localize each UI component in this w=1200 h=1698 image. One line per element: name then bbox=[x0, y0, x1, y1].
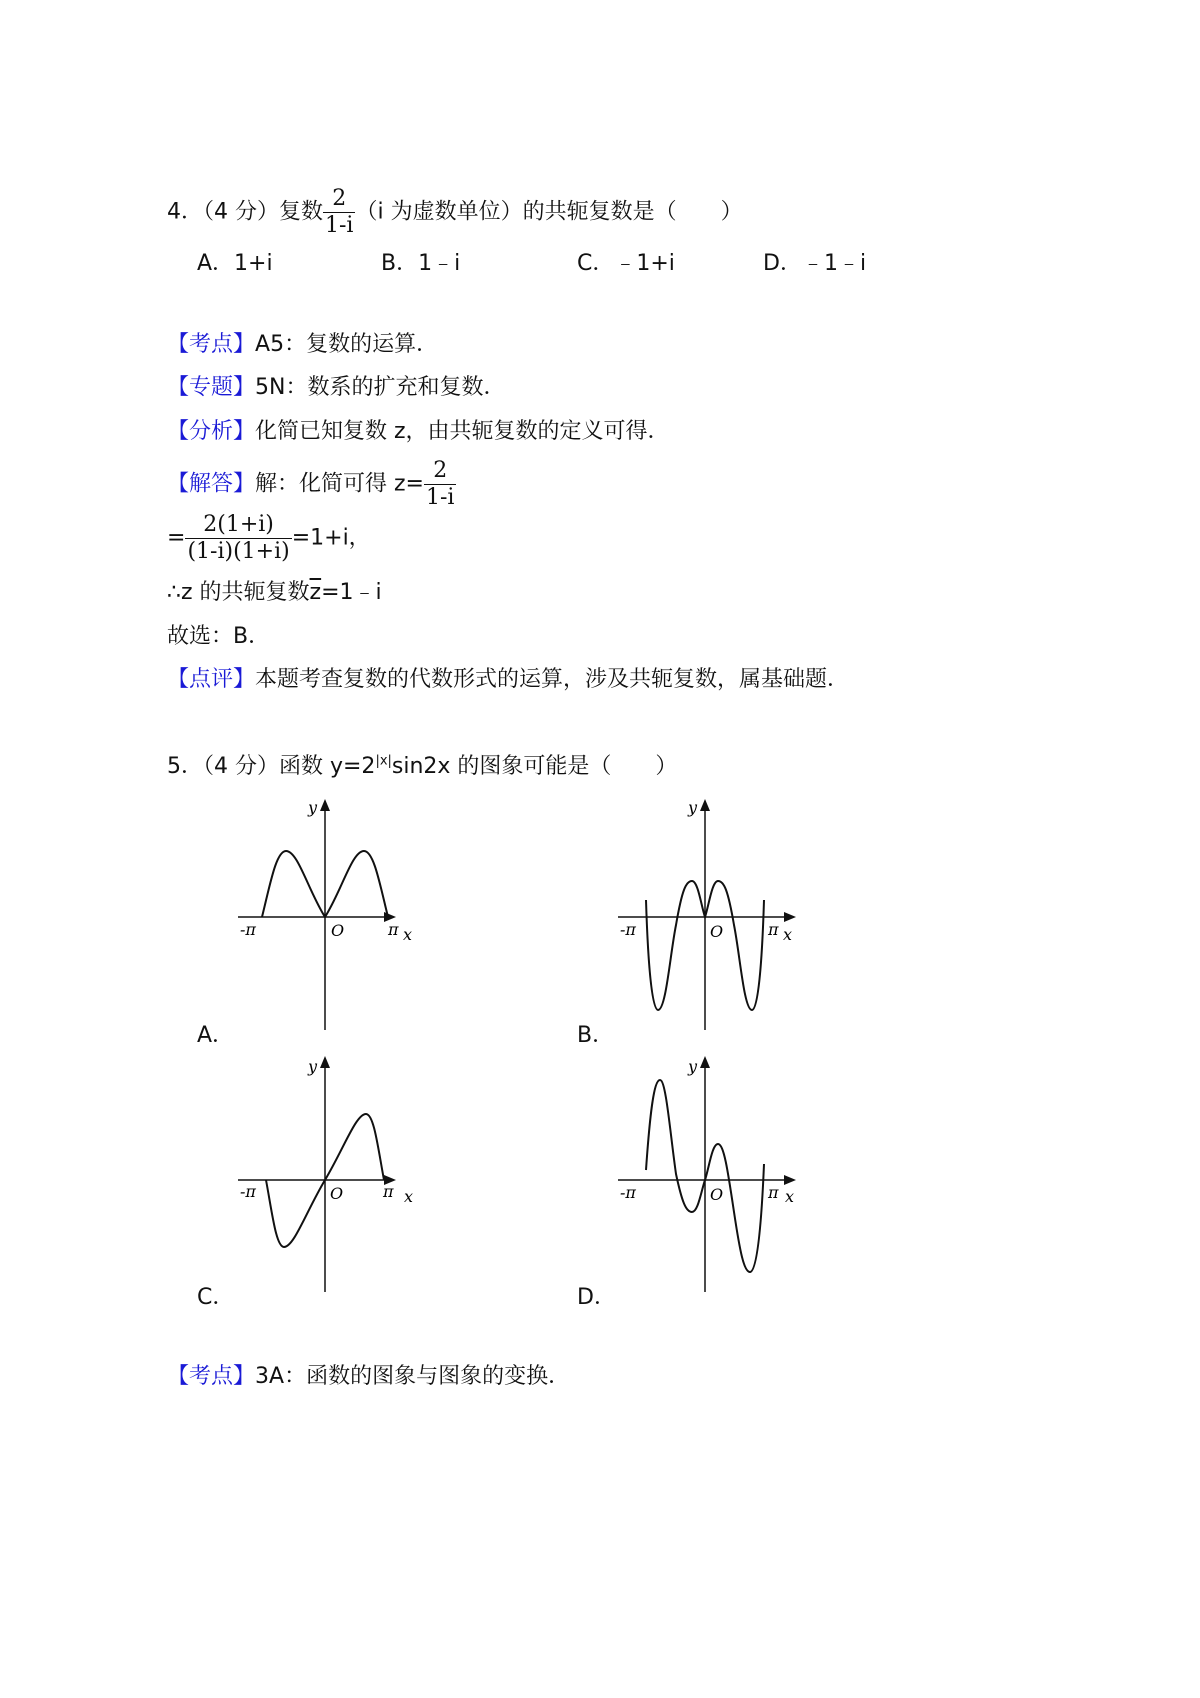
q5-kaodian-text: 3A：函数的图象与图象的变换． bbox=[255, 1364, 571, 1389]
dianping-tag: 【点评】 bbox=[167, 667, 256, 692]
q4-step2 bbox=[167, 512, 371, 565]
jieda-prefix: 解：化简可得 z= bbox=[255, 471, 424, 497]
fenxi-tag: 【分析】 bbox=[167, 419, 256, 444]
graph-d-pi: π bbox=[768, 1183, 779, 1202]
graph-b-x-label: x bbox=[783, 925, 793, 944]
graph-a-neg-pi: -π bbox=[240, 920, 256, 939]
jieda-fraction bbox=[424, 458, 456, 511]
graph-c-x-label: x bbox=[404, 1187, 414, 1206]
graph-d-x-arrow bbox=[784, 1175, 796, 1185]
q4-jieda bbox=[167, 458, 456, 511]
step2-den: (1-i)(1+i) bbox=[187, 539, 290, 564]
q4-frac-num: 2 bbox=[332, 186, 347, 211]
q4-step3 bbox=[167, 578, 382, 608]
graph-a-x-label: x bbox=[403, 925, 413, 944]
graph-a bbox=[228, 795, 418, 1035]
q4-kaodian bbox=[167, 330, 438, 360]
q5-stem bbox=[167, 752, 677, 782]
graph-c bbox=[228, 1052, 418, 1297]
graph-b-y-label: y bbox=[688, 798, 698, 817]
graph-b-pi: π bbox=[768, 920, 779, 939]
q5-option-d: D． bbox=[577, 1285, 616, 1310]
graph-a-y-arrow bbox=[320, 799, 330, 811]
q5-kaodian bbox=[167, 1362, 570, 1392]
q5-option-b: B． bbox=[577, 1023, 615, 1048]
q5-kaodian-tag: 【考点】 bbox=[167, 1364, 256, 1389]
graph-b-x-arrow bbox=[784, 912, 796, 922]
graph-a-pi: π bbox=[388, 920, 399, 939]
q4-option-d: D．﹣1﹣i bbox=[763, 251, 867, 276]
graph-d-y-arrow bbox=[700, 1056, 710, 1068]
jieda-tag: 【解答】 bbox=[167, 471, 256, 497]
graph-a-origin: O bbox=[331, 921, 345, 940]
q5-suffix: sin2x 的图象可能是（ ） bbox=[391, 754, 678, 779]
graph-b-neg-pi: -π bbox=[620, 920, 636, 939]
step3-suffix: =1﹣i bbox=[321, 580, 382, 605]
kaodian-tag: 【考点】 bbox=[167, 332, 256, 357]
zhuanti-text: 5N：数系的扩充和复数． bbox=[255, 375, 506, 400]
q4-stem bbox=[167, 186, 743, 239]
q4-prefix: 4．（4 分）复数 bbox=[167, 199, 323, 225]
dianping-text: 本题考查复数的代数形式的运算，涉及共轭复数，属基础题． bbox=[255, 667, 850, 692]
q4-zhuanti bbox=[167, 373, 505, 403]
graph-d-neg-pi: -π bbox=[620, 1183, 636, 1202]
graph-b-y-arrow bbox=[700, 799, 710, 811]
step2-fraction bbox=[185, 512, 291, 565]
graph-d-x-label: x bbox=[785, 1187, 795, 1206]
graph-d bbox=[608, 1052, 808, 1297]
fenxi-text: 化简已知复数 z，由共轭复数的定义可得． bbox=[255, 419, 670, 444]
q4-frac-den: 1-i bbox=[325, 213, 354, 238]
q5-option-c: C． bbox=[197, 1285, 235, 1310]
step2-eq: = bbox=[167, 525, 186, 551]
q4-suffix: （i 为虚数单位）的共轭复数是（ ） bbox=[355, 199, 743, 225]
q4-answer: 故选：B． bbox=[167, 624, 271, 649]
kaodian-text: A5：复数的运算． bbox=[255, 332, 439, 357]
q4-option-c: C．﹣1+i bbox=[577, 251, 675, 276]
step2-suffix: =1+i， bbox=[291, 525, 371, 551]
q5-exponent: |x| bbox=[375, 753, 392, 769]
step3-conjugate-z: $\overline{z}$ bbox=[309, 580, 322, 605]
graph-c-y-arrow bbox=[320, 1056, 330, 1068]
graph-c-neg-pi: -π bbox=[240, 1182, 256, 1201]
zhuanti-tag: 【专题】 bbox=[167, 375, 256, 400]
jieda-frac-num: 2 bbox=[433, 458, 448, 483]
graph-c-y-label: y bbox=[308, 1057, 318, 1076]
graph-b bbox=[608, 795, 808, 1035]
q4-dianping bbox=[167, 665, 849, 695]
graph-d-origin: O bbox=[710, 1185, 724, 1204]
step2-num: 2(1+i) bbox=[203, 512, 274, 537]
q4-option-a: A．1+i bbox=[197, 251, 273, 276]
graph-d-y-label: y bbox=[688, 1057, 698, 1076]
graph-b-origin: O bbox=[710, 922, 724, 941]
q5-option-a: A． bbox=[197, 1023, 235, 1048]
q4-option-b: B．1﹣i bbox=[381, 251, 461, 276]
q4-fenxi bbox=[167, 417, 670, 447]
jieda-frac-den: 1-i bbox=[426, 485, 455, 510]
step3-prefix: ∴z 的共轭复数 bbox=[167, 580, 310, 605]
graph-c-pi: π bbox=[383, 1182, 394, 1201]
q4-fraction bbox=[323, 186, 355, 239]
graph-a-y-label: y bbox=[308, 798, 318, 817]
graph-c-origin: O bbox=[330, 1184, 344, 1203]
q5-prefix: 5．（4 分）函数 y=2 bbox=[167, 754, 376, 779]
